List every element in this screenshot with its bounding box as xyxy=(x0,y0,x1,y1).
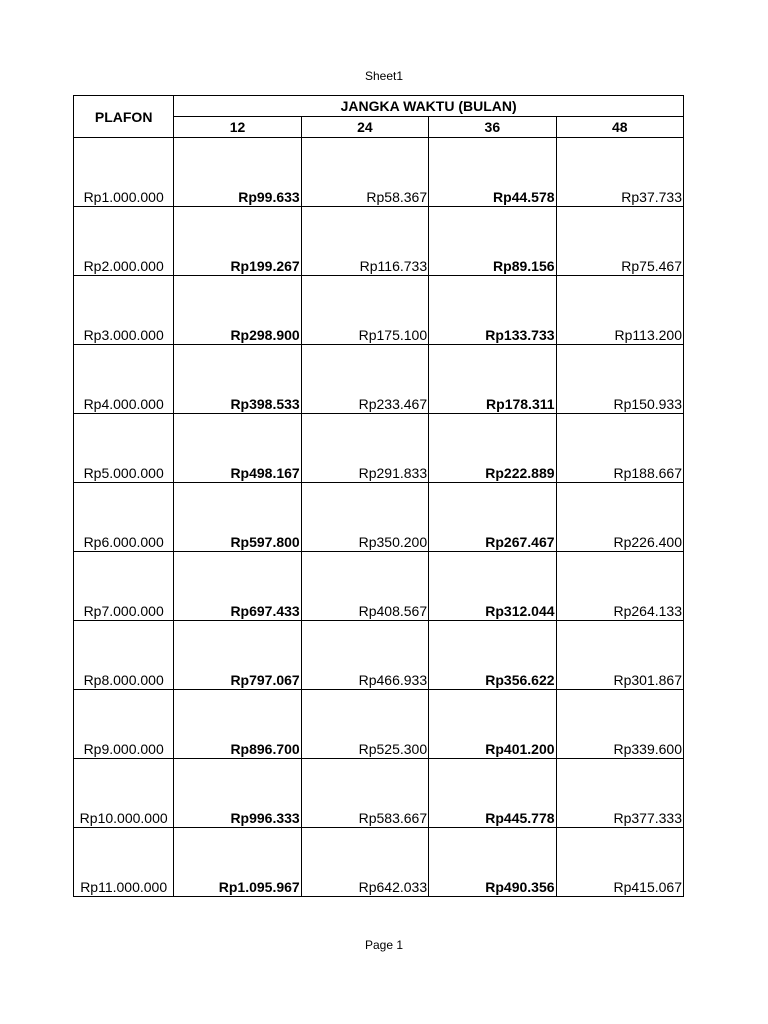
page-footer: Page 1 xyxy=(364,938,404,952)
installment-cell: Rp264.133 xyxy=(556,552,683,621)
installment-cell: Rp642.033 xyxy=(301,828,428,897)
table-row xyxy=(74,621,684,690)
installment-cell: Rp350.200 xyxy=(301,483,428,552)
installment-cell: Rp175.100 xyxy=(301,276,428,345)
installment-cell: Rp408.567 xyxy=(301,552,428,621)
installment-cell: Rp525.300 xyxy=(301,690,428,759)
installment-cell: Rp896.700 xyxy=(174,690,301,759)
term-header-24: 24 xyxy=(301,117,428,138)
installment-cell: Rp113.200 xyxy=(556,276,683,345)
installment-cell: Rp583.667 xyxy=(301,759,428,828)
table-row xyxy=(74,414,684,483)
installment-cell: Rp178.311 xyxy=(429,345,556,414)
installment-cell: Rp58.367 xyxy=(301,138,428,207)
installment-cell: Rp490.356 xyxy=(429,828,556,897)
plafon-cell: Rp10.000.000 xyxy=(74,759,174,828)
plafon-cell: Rp4.000.000 xyxy=(74,345,174,414)
loan-installment-table xyxy=(73,95,684,897)
installment-cell: Rp298.900 xyxy=(174,276,301,345)
installment-cell: Rp301.867 xyxy=(556,621,683,690)
plafon-cell: Rp2.000.000 xyxy=(74,207,174,276)
plafon-cell: Rp8.000.000 xyxy=(74,621,174,690)
installment-cell: Rp99.633 xyxy=(174,138,301,207)
installment-cell: Rp222.889 xyxy=(429,414,556,483)
table-row xyxy=(74,138,684,207)
table-row xyxy=(74,828,684,897)
table-row xyxy=(74,276,684,345)
installment-cell: Rp150.933 xyxy=(556,345,683,414)
table-row xyxy=(74,759,684,828)
installment-cell: Rp697.433 xyxy=(174,552,301,621)
installment-cell: Rp377.333 xyxy=(556,759,683,828)
installment-cell: Rp466.933 xyxy=(301,621,428,690)
installment-cell: Rp188.667 xyxy=(556,414,683,483)
installment-cell: Rp597.800 xyxy=(174,483,301,552)
installment-cell: Rp445.778 xyxy=(429,759,556,828)
installment-cell: Rp199.267 xyxy=(174,207,301,276)
term-header-48: 48 xyxy=(556,117,683,138)
table-body xyxy=(74,138,684,897)
term-header-12: 12 xyxy=(174,117,301,138)
installment-cell: Rp415.067 xyxy=(556,828,683,897)
table-row xyxy=(74,690,684,759)
table-row xyxy=(74,483,684,552)
plafon-header: PLAFON xyxy=(74,96,174,138)
table-row xyxy=(74,345,684,414)
plafon-cell: Rp11.000.000 xyxy=(74,828,174,897)
installment-cell: Rp267.467 xyxy=(429,483,556,552)
installment-cell: Rp401.200 xyxy=(429,690,556,759)
installment-cell: Rp498.167 xyxy=(174,414,301,483)
installment-cell: Rp133.733 xyxy=(429,276,556,345)
installment-cell: Rp356.622 xyxy=(429,621,556,690)
plafon-cell: Rp5.000.000 xyxy=(74,414,174,483)
plafon-cell: Rp1.000.000 xyxy=(74,138,174,207)
header-row-top xyxy=(74,96,684,117)
installment-cell: Rp116.733 xyxy=(301,207,428,276)
installment-cell: Rp1.095.967 xyxy=(174,828,301,897)
installment-cell: Rp44.578 xyxy=(429,138,556,207)
plafon-cell: Rp7.000.000 xyxy=(74,552,174,621)
installment-cell: Rp75.467 xyxy=(556,207,683,276)
plafon-cell: Rp9.000.000 xyxy=(74,690,174,759)
installment-cell: Rp312.044 xyxy=(429,552,556,621)
table-row xyxy=(74,552,684,621)
installment-cell: Rp37.733 xyxy=(556,138,683,207)
installment-cell: Rp996.333 xyxy=(174,759,301,828)
plafon-cell: Rp3.000.000 xyxy=(74,276,174,345)
installment-cell: Rp89.156 xyxy=(429,207,556,276)
installment-cell: Rp398.533 xyxy=(174,345,301,414)
installment-cell: Rp226.400 xyxy=(556,483,683,552)
installment-cell: Rp339.600 xyxy=(556,690,683,759)
installment-cell: Rp291.833 xyxy=(301,414,428,483)
installment-cell: Rp233.467 xyxy=(301,345,428,414)
installment-cell: Rp797.067 xyxy=(174,621,301,690)
table-row xyxy=(74,207,684,276)
term-group-header: JANGKA WAKTU (BULAN) xyxy=(174,96,684,117)
plafon-cell: Rp6.000.000 xyxy=(74,483,174,552)
sheet-title: Sheet1 xyxy=(364,69,404,83)
term-header-36: 36 xyxy=(429,117,556,138)
